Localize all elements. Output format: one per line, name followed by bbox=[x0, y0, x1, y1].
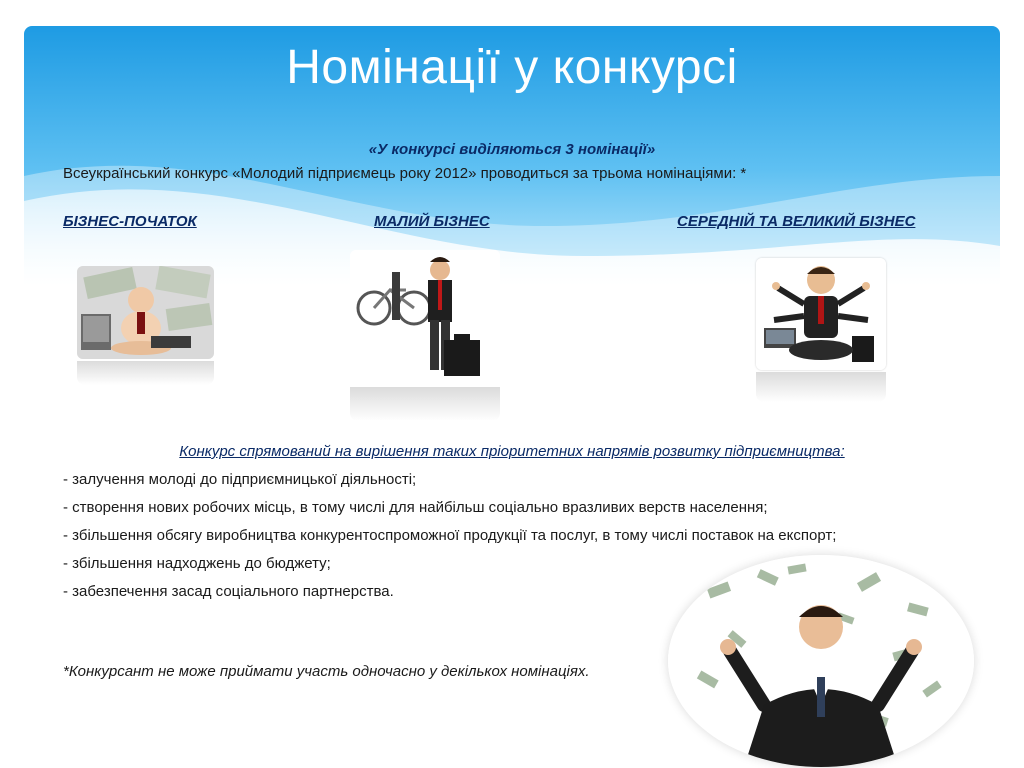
image-reflection bbox=[756, 372, 886, 402]
list-item: - збільшення надходжень до бюджету; bbox=[63, 555, 331, 572]
list-item: - збільшення обсягу виробництва конкурентоспроможної продукції та послуг, в тому числі поставок на експорт; bbox=[63, 527, 837, 544]
list-item: - створення нових робочих місць, в тому числі для найбільш соціально вразливих верств населення; bbox=[63, 499, 768, 516]
businessman-multitask-image bbox=[756, 258, 886, 370]
boy-with-bike-image bbox=[350, 250, 500, 385]
image-reflection bbox=[77, 361, 214, 385]
focus-heading: Конкурс спрямований на вирішення таких пріоритетних напрямів розвитку підприємництва: bbox=[179, 443, 845, 460]
slide-subtitle: «У конкурсі виділяються 3 номінації» bbox=[368, 141, 656, 158]
footnote: *Конкурсант не може приймати участь одночасно у декількох номінаціях. bbox=[63, 663, 590, 680]
slide-title: Номінації у конкурсі bbox=[286, 41, 738, 94]
nomination-label-start: БІЗНЕС-ПОЧАТОК bbox=[63, 213, 197, 230]
man-throwing-money-image bbox=[668, 555, 974, 767]
nomination-label-large: СЕРЕДНІЙ ТА ВЕЛИКИЙ БІЗНЕС bbox=[677, 213, 916, 230]
intro-text: Всеукраїнський конкурс «Молодий підприємець року 2012» проводиться за трьома номінаціями: * bbox=[63, 165, 747, 182]
baby-with-money-image bbox=[77, 266, 214, 359]
image-reflection bbox=[350, 387, 500, 421]
list-item: - залучення молоді до підприємницької діяльності; bbox=[63, 471, 417, 488]
list-item: - забезпечення засад соціального партнерства. bbox=[63, 583, 394, 600]
nomination-label-small: МАЛИЙ БІЗНЕС bbox=[374, 213, 490, 230]
